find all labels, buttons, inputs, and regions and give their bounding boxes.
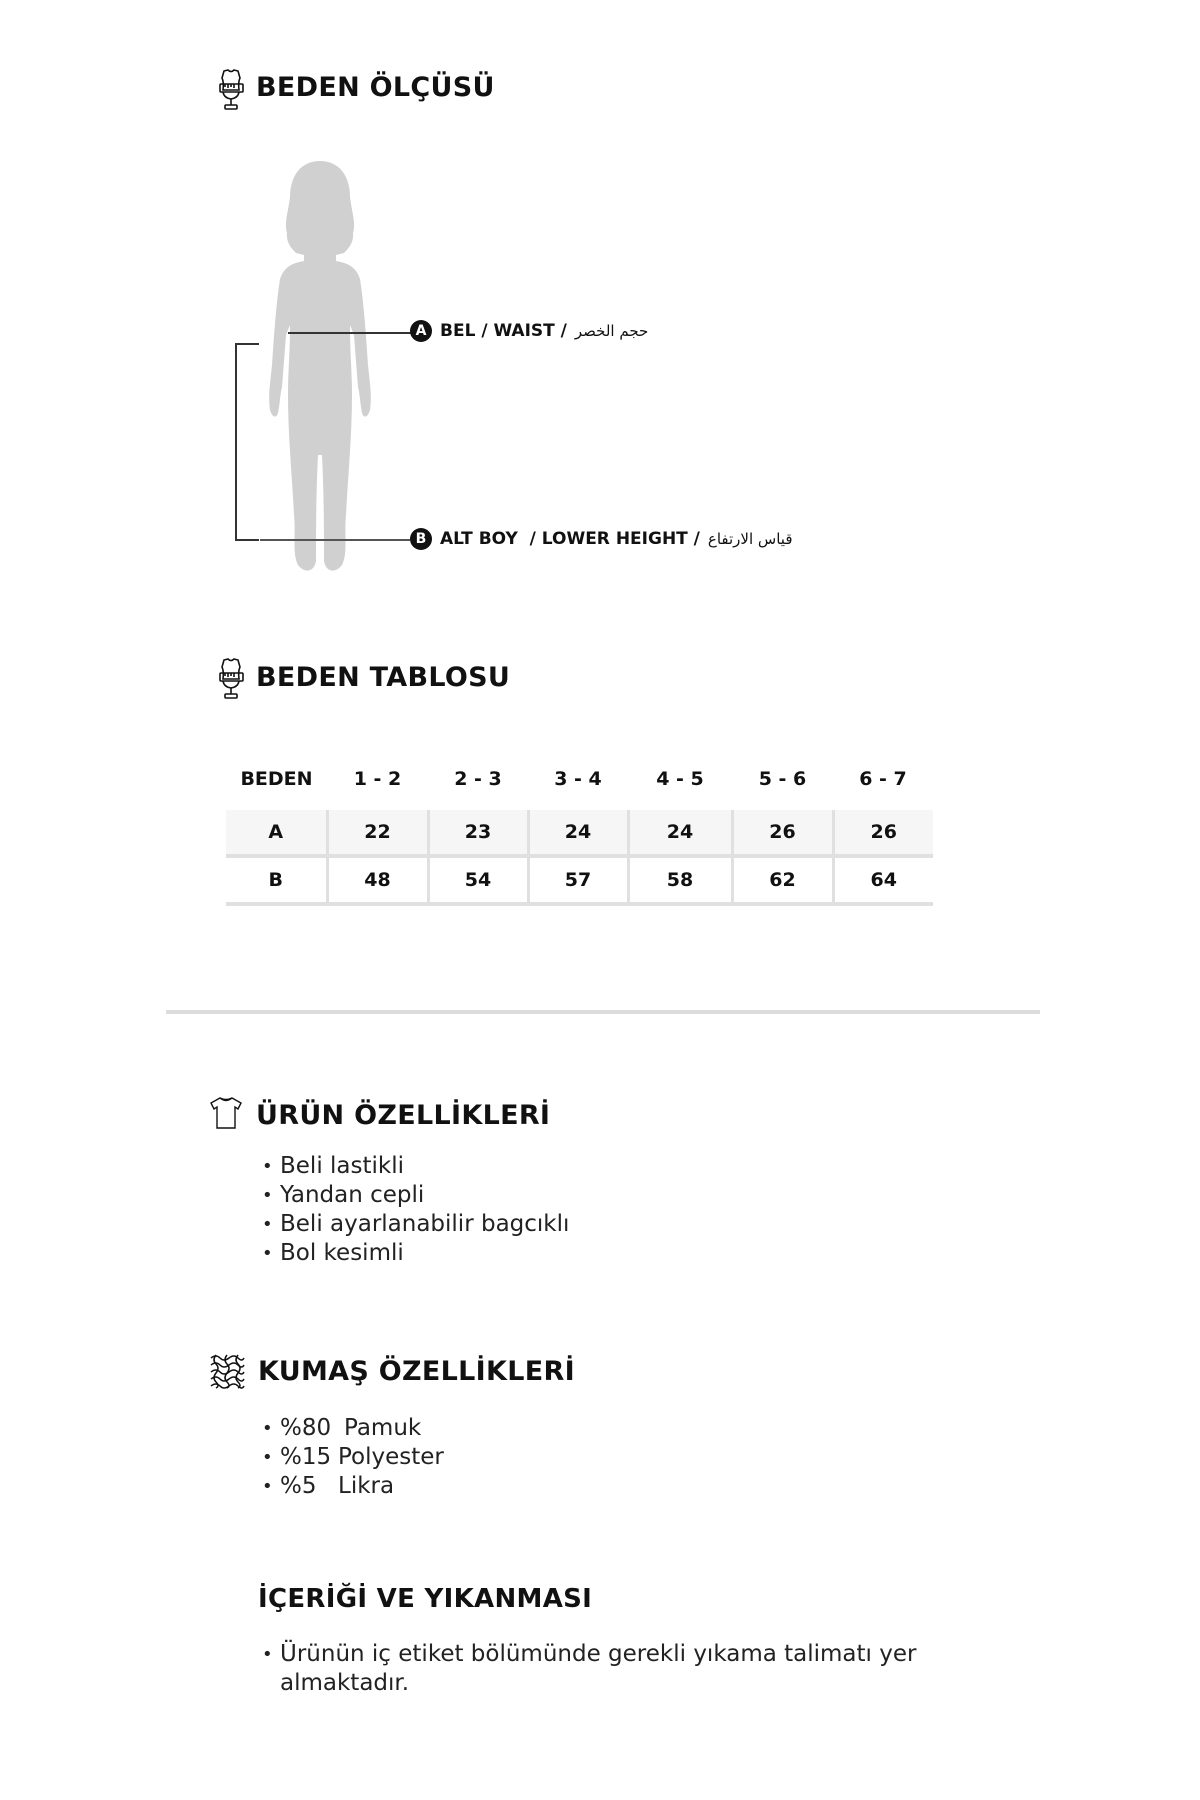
table-cell: 26	[732, 810, 833, 856]
lower-height-bracket-vertical	[235, 343, 237, 541]
row-label: B	[226, 856, 327, 904]
list-item: • Ürünün iç etiket bölümünde gerekli yıkama talimatı yer almaktadır.	[262, 1640, 980, 1698]
table-header-cell: 6 - 7	[859, 768, 907, 790]
section-title-fabric-features: KUMAŞ ÖZELLİKLERİ	[258, 1356, 575, 1387]
child-silhouette	[240, 155, 400, 585]
list-item: • Yandan cepli	[262, 1181, 569, 1210]
table-header-cell: 4 - 5	[656, 768, 704, 790]
table-cell: 26	[833, 810, 933, 856]
table-row	[226, 856, 933, 904]
table-header-cell: 1 - 2	[353, 768, 402, 790]
list-item	[262, 1472, 444, 1501]
lower-height-measure-line	[260, 539, 410, 541]
fabric-name: Polyester	[338, 1444, 444, 1470]
table-cell: 24	[528, 810, 628, 856]
waist-label-arabic: حجم الخصر	[574, 322, 649, 340]
list-item: • Bol kesimli	[262, 1239, 569, 1268]
measure-point-b	[410, 528, 793, 550]
care-list	[262, 1640, 980, 1698]
badge-b: B	[410, 528, 432, 550]
row-label: A	[226, 810, 327, 856]
table-cell: 62	[732, 856, 833, 904]
list-item: • Beli ayarlanabilir bagcıklı	[262, 1210, 569, 1239]
list-item	[262, 1414, 444, 1443]
lower-height-bracket-bottom	[235, 539, 259, 541]
fabric-features-list	[262, 1414, 444, 1501]
fabric-percentage: %5	[280, 1473, 317, 1499]
list-item	[262, 1443, 444, 1472]
fabric-percentage: %15	[280, 1444, 332, 1470]
table-header-row	[226, 756, 933, 802]
table-cell: 58	[628, 856, 732, 904]
table-header-cell: 2 - 3	[454, 768, 502, 790]
section-title-measure: BEDEN ÖLÇÜSÜ	[256, 72, 495, 103]
waist-label: BEL / WAIST /	[440, 321, 567, 341]
product-features-list	[262, 1152, 569, 1268]
section-title-size-table: BEDEN TABLOSU	[256, 662, 511, 693]
section-divider	[166, 1010, 1040, 1014]
section-title-care: İÇERİĞİ VE YIKANMASI	[258, 1584, 593, 1614]
mannequin-tape-icon	[216, 657, 246, 701]
tshirt-icon	[208, 1095, 244, 1131]
table-cell: 54	[428, 856, 528, 904]
table-cell: 48	[327, 856, 428, 904]
fabric-percentage: %80	[280, 1415, 332, 1441]
table-cell: 24	[628, 810, 732, 856]
size-table	[226, 756, 933, 906]
table-header-cell: 3 - 4	[554, 768, 602, 790]
table-header-cell: BEDEN	[240, 768, 313, 790]
fabric-name: Pamuk	[344, 1415, 422, 1441]
lower-height-label: ALT BOY / LOWER HEIGHT /	[440, 529, 700, 549]
table-row	[226, 810, 933, 856]
table-cell: 23	[428, 810, 528, 856]
table-header-cell: 5 - 6	[758, 768, 807, 790]
table-cell: 64	[833, 856, 933, 904]
badge-a: A	[410, 320, 432, 342]
table-cell: 57	[528, 856, 628, 904]
fabric-weave-icon	[208, 1352, 246, 1390]
table-cell: 22	[327, 810, 428, 856]
waist-measure-line	[288, 332, 412, 334]
mannequin-tape-icon	[216, 68, 246, 112]
fabric-name: Likra	[338, 1473, 395, 1499]
lower-height-label-arabic: قياس الارتفاع	[707, 530, 793, 548]
lower-height-bracket-top	[235, 343, 259, 345]
measure-point-a	[410, 320, 648, 342]
section-title-product-features: ÜRÜN ÖZELLİKLERİ	[256, 1100, 551, 1131]
list-item: • Beli lastikli	[262, 1152, 569, 1181]
